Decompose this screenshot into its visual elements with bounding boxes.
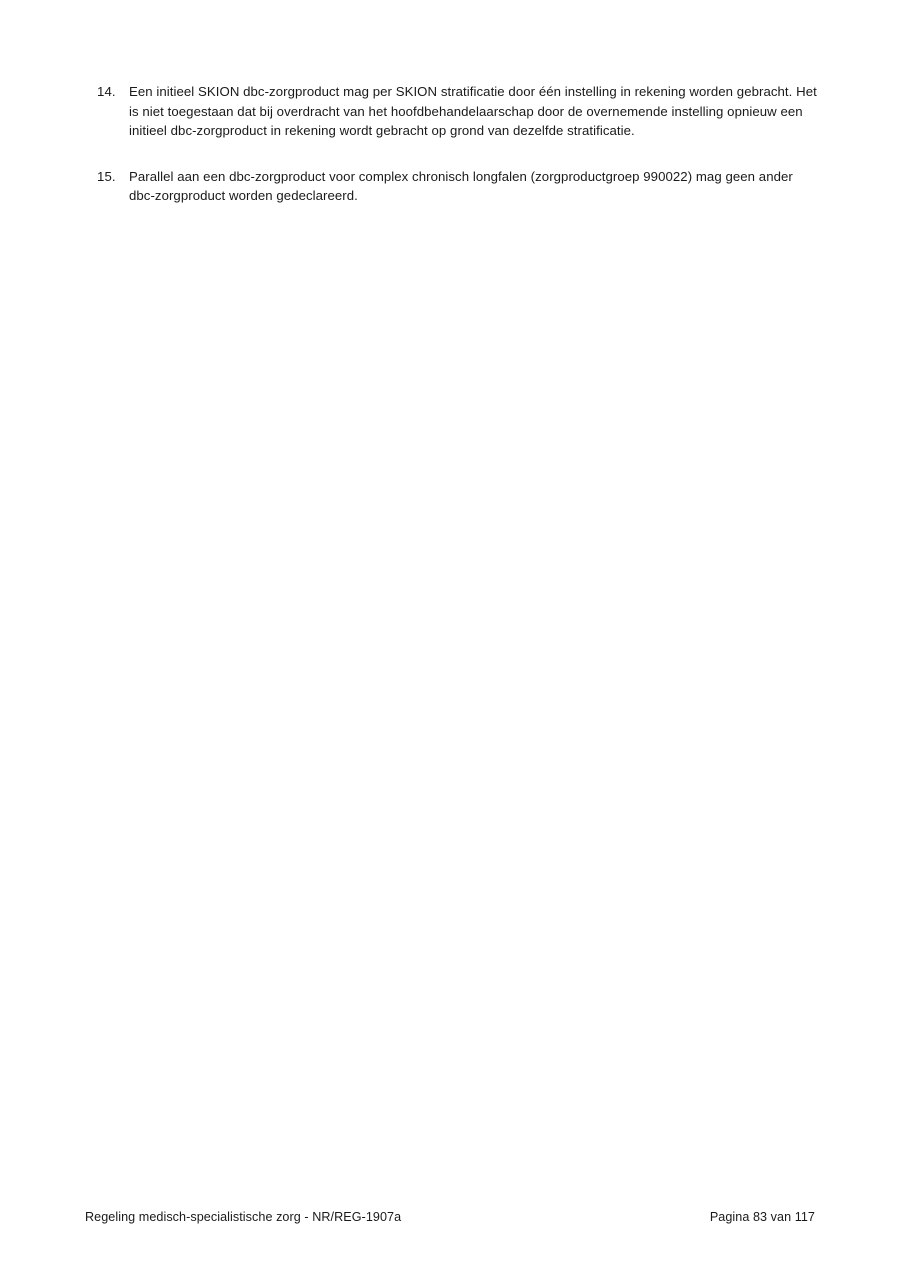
list-item: [97, 82, 819, 141]
list-item-marker: 15.: [97, 168, 116, 184]
list-item: [97, 167, 819, 206]
list-item-text: Een initieel SKION dbc-zorgproduct mag per SKION stratificatie door één instelling in rekening worden gebracht. Het is niet toegestaan dat bij overdracht van het hoofdbehandelaarschap door de overnemende instelling opnieuw een initieel dbc-zorgproduct in rekening wordt gebracht op grond van dezelfde stratificatie.: [129, 84, 817, 138]
list-item-marker: 14.: [97, 84, 116, 99]
footer-document-reference: Regeling medisch-specialistische zorg - NR/REG-1907a: [85, 1210, 402, 1224]
list-item-text: Parallel aan een dbc-zorgproduct voor complex chronisch longfalen (zorgproductgroep 990022) mag geen ander dbc-zorgproduct worden gedeclareerd.: [129, 168, 793, 203]
footer-page-number: Pagina 83 van 117: [709, 1210, 815, 1224]
document-body: [97, 82, 819, 232]
page-footer: [85, 1210, 815, 1224]
